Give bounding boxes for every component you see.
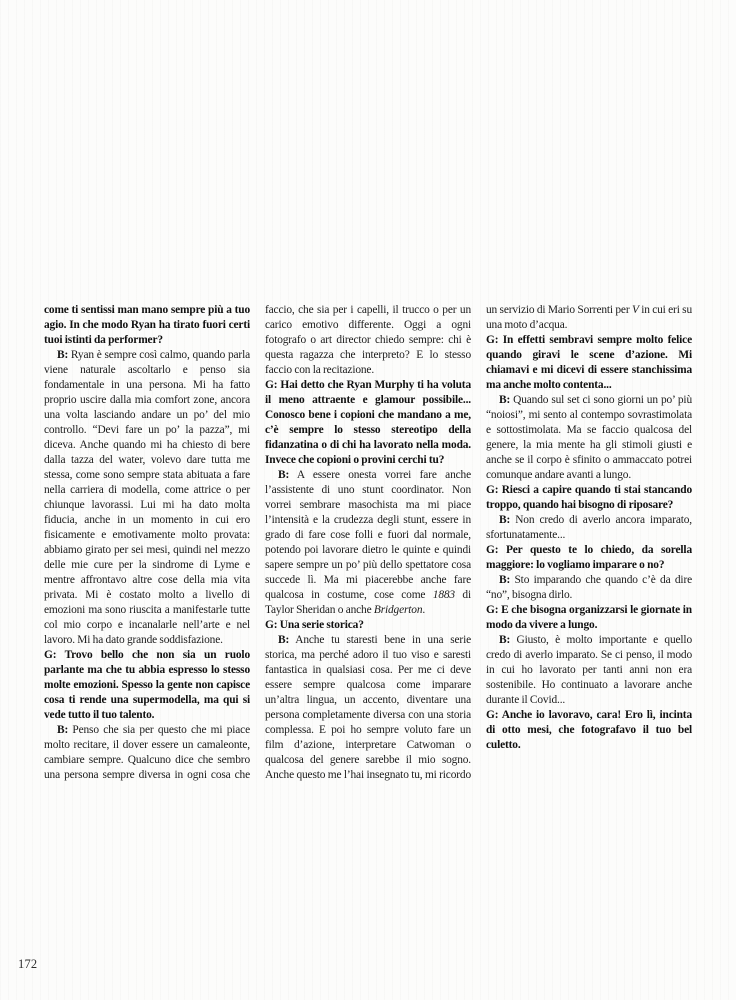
interviewer-paragraph (486, 708, 692, 753)
interviewer-paragraph (486, 333, 692, 393)
text-segment: G: Hai detto che Ryan Murphy ti ha voluta il meno attraente e glamour possibile... Conosco bene i copioni che mandano a me, c’è sempre lo stesso stereotipo della fidanzatina o di chi ha lavorato nella moda. Invece che copioni o provini cerchi tu? (265, 379, 471, 466)
text-segment: Non credo di averlo ancora imparato, sfortunatamente... (486, 514, 692, 541)
text-segment: G: Per questo te lo chiedo, da sorella maggiore: lo vogliamo imparare o no? (486, 544, 692, 571)
interviewee-paragraph (486, 393, 692, 483)
text-segment: Giusto, è molto importante e quello credo di averlo imparato. Se ci penso, il modo in cui ho lavorato per tanti anni non era sostenibile. Ho continuato a lavorare anche durante il Covid... (486, 634, 692, 706)
interviewer-paragraph (265, 378, 471, 468)
text-segment: Anche tu staresti bene in una serie storica, ma perché adoro il tuo viso e saresti fantastica in qualsiasi cosa. Per me ci deve essere sempre qualcosa come imparare un’altra lingua, un accento, diventare una persona completamente diversa con una storia complessa. E poi ho sempre voluto fare un film d’azione, interpretare Catwoman o qualcosa del genere sarebbe il mio sogno. Anche questo me l’hai insegnato tu, mi ricordo un servizio di Mario Sorrenti per (265, 304, 632, 781)
text-segment: G: Riesci a capire quando ti stai stancando troppo, quando hai bisogno di riposare? (486, 484, 692, 511)
interview-text (44, 303, 692, 783)
speaker-label: B: (57, 349, 69, 361)
speaker-label: B: (278, 469, 290, 481)
text-segment: G: Una serie storica? (265, 619, 364, 631)
interviewer-paragraph (486, 603, 692, 633)
text-segment: Bridgerton (373, 604, 423, 616)
interviewer-paragraph (44, 303, 250, 348)
text-segment: V (631, 304, 639, 316)
speaker-label: B: (499, 394, 511, 406)
speaker-label: B: (499, 634, 511, 646)
text-segment: A essere onesta vorrei fare anche l’assistente di uno stunt coordinator. Non vorrei sembrare masochista ma mi piace l’intensità e la crudezza degli stunt, essere in grado di fare cose folli e fuori dal normale, potendo poi lavorare dietro le quinte e quindi sapere sempre un po’ più dello spettatore cosa succede lì. Ma mi piacerebbe anche fare qualcosa in costume, cose come (265, 469, 471, 601)
speaker-label: B: (278, 634, 290, 646)
interviewer-paragraph (265, 618, 471, 633)
speaker-label: B: (499, 574, 511, 586)
text-segment: G: E che bisogna organizzarsi le giornate in modo da vivere a lungo. (486, 604, 692, 631)
text-segment: come ti sentissi man mano sempre più a tuo agio. In che modo Ryan ha tirato fuori certi tuoi istinti da performer? (44, 304, 250, 346)
text-segment: di Taylor Sheridan o anche (265, 589, 471, 616)
page-number: 172 (18, 957, 38, 971)
text-segment: G: Anche io lavoravo, cara! Ero lì, incinta di otto mesi, che fotografavo il tuo bel culetto. (486, 709, 692, 751)
text-segment: G: Trovo bello che non sia un ruolo parlante ma che tu abbia espresso lo stesso molte emozioni. Spesso la gente non capisce cosa ti rende una supermodella, ma qui si vede tutto il tuo talento. (44, 649, 250, 721)
text-segment: . (422, 604, 426, 616)
interviewer-paragraph (486, 543, 692, 573)
interviewer-paragraph (44, 648, 250, 723)
interviewer-paragraph (486, 483, 692, 513)
text-segment: 1883 (432, 589, 455, 601)
text-segment: Quando sul set ci sono giorni un po’ più “noiosi”, mi sento al contempo sovrastimolata e sottostimolata. Ma se faccio qualcosa del genere, la mia mente ha gli stimoli giusti e anche se il corpo è sfinito o ammaccato potrei comunque andare avanti a lungo. (486, 394, 692, 481)
text-segment: Penso che sia per questo che mi piace molto recitare, il dover essere un camaleonte, cambiare sempre. Qualcuno dice che sembro una persona sempre diversa in ogni cosa che faccio, che sia per i capelli, il trucco o per un carico emotivo differente. Oggi a ogni fotografo o art director chiedo sempre: chi è questa ragazza che interpreto? E lo stesso faccio con la recitazione. (44, 304, 471, 781)
interviewee-paragraph (486, 513, 692, 543)
interviewee-paragraph (486, 573, 692, 603)
speaker-label: B: (57, 724, 69, 736)
speaker-label: B: (499, 514, 511, 526)
text-segment: in cui eri su una moto d’acqua. (486, 304, 692, 331)
interviewee-paragraph (44, 348, 250, 648)
interviewee-paragraph (265, 468, 471, 618)
text-segment: Sto imparando che quando c’è da dire “no”, bisogna dirlo. (486, 574, 692, 601)
text-segment: G: In effetti sembravi sempre molto felice quando giravi le scene d’azione. Mi chiamavi e mi dicevi di essere stanchissima ma anche molto contenta... (486, 334, 692, 391)
text-segment: Ryan è sempre così calmo, quando parla viene naturale ascoltarlo e penso sia fondamentale in una persona. Mi ha fatto proprio uscire dalla mia comfort zone, ancora una volta lasciando andare un po’ del mio controllo. “Devi fare un po’ la pazza”, mi diceva. Anche quando mi ha chiesto di bere dalla tazza del water, volevo dare tutta me stessa, come sono sempre stata abituata a fare nella carriera di modella, come attrice o per chiunque lavorassi. Lui mi ha dato molta fiducia, anche in un momento in cui ero fisicamente e emotivamente molto provata: abbiamo girato per sei mesi, quindi nel mezzo delle mie cure per la sindrome di Lyme e mentre affrontavo altre cose della mia vita privata. Mi è costato molto a livello di emozioni ma sono riuscita a manifestarle tutte col mio corpo e incanalarle nell’arte e nel lavoro. Mi ha dato grande soddisfazione. (44, 349, 250, 646)
interviewee-paragraph (486, 633, 692, 708)
